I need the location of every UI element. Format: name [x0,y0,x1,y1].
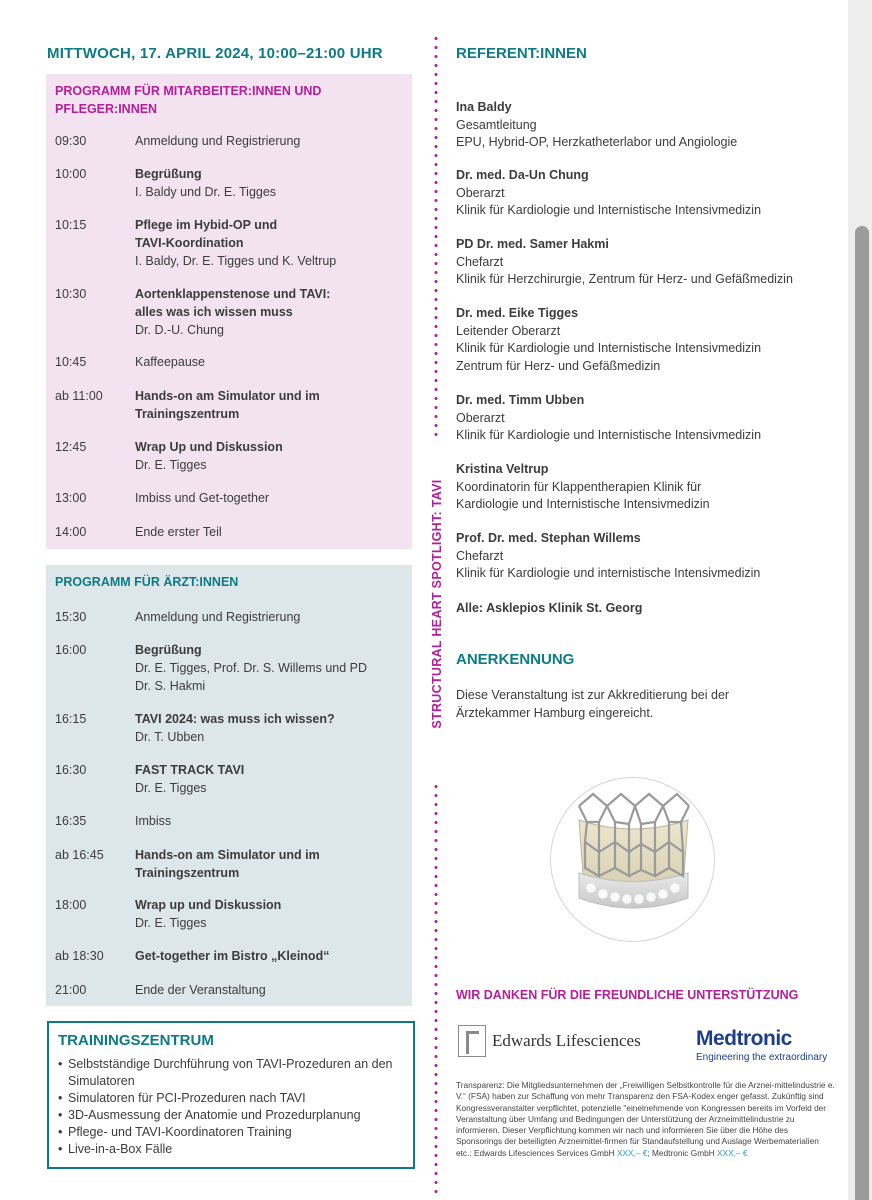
heart-valve-image [550,777,715,942]
agenda-title: Begrüßung [135,643,202,657]
agenda-title: TAVI 2024: was muss ich wissen? [135,712,335,726]
training-item: • Live-in-a-Box Fälle [58,1142,173,1156]
agenda-title: FAST TRACK TAVI [135,763,245,777]
speaker-detail: Gesamtleitung [456,117,537,132]
agenda-title: Hands-on am Simulator und im Trainingszentrum [135,848,320,880]
staff-program [46,74,412,549]
agenda-title: Anmeldung und Registrierung [135,134,301,148]
speaker-entry [456,236,836,289]
scrollbar[interactable] [848,0,872,1200]
dotted-line [434,34,438,437]
heart-valve-illustration [551,778,715,942]
speaker-entry [456,99,836,152]
agenda-time: 14:00 [55,525,87,539]
agenda-speaker: Dr. E. Tigges [135,916,207,930]
training-item: • 3D-Ausmessung der Anatomie und Prozedurplanung [58,1108,361,1122]
speaker-detail: Zentrum für Herz- und Gefäßmedizin [456,358,661,373]
agenda-title: Hands-on am Simulator und im Trainingszentrum [135,389,320,421]
training-list [57,1056,405,1158]
speaker-detail: Oberarzt [456,410,505,425]
speaker-name: Dr. med. Da-Un Chung [456,168,589,182]
agenda-time: 10:00 [55,167,87,181]
agenda-time: ab 18:30 [55,949,104,963]
agenda-title: Anmeldung und Registrierung [135,610,301,624]
training-item: • Selbstständige Durchführung von TAVI-Prozeduren an den Simulatoren [58,1057,393,1088]
side-label: STRUCTURAL HEART SPOTLIGHT: TAVI [430,479,444,729]
speaker-detail: Leitender Oberarzt [456,323,561,338]
speaker-name: Ina Baldy [456,100,512,114]
agenda-title: Ende der Veranstaltung [135,983,266,997]
speakers-column [456,45,836,720]
agenda-title: Pflege im Hybid-OP und TAVI-Koordination [135,218,278,250]
edwards-logo [458,1025,658,1059]
event-date: MITTWOCH, 17. APRIL 2024, 10:00–21:00 UHR [47,45,383,62]
agenda-time: 21:00 [55,983,87,997]
recognition-title: ANERKENNUNG [456,651,575,668]
agenda-speaker: Dr. T. Ubben [135,730,205,744]
agenda-time: 10:30 [55,287,87,301]
agenda-time: 09:30 [55,134,87,148]
agenda-time: ab 16:45 [55,848,104,862]
agenda-speaker: I. Baldy und Dr. E. Tigges [135,185,277,199]
agenda-title: Kaffeepause [135,355,205,369]
speaker-detail: Chefarzt [456,254,504,269]
medtronic-logo [696,1028,836,1063]
agenda-title: Aortenklappenstenose und TAVI: alles was ich wissen muss [135,287,331,319]
bullet-icon: • [58,1142,63,1156]
speaker-entry [456,461,836,514]
agenda-speaker: Dr. E. Tigges, Prof. Dr. S. Willems und PD Dr. S. Hakmi [135,661,368,693]
sponsor-thanks: WIR DANKEN FÜR DIE FREUNDLICHE UNTERSTÜTZUNG [456,988,799,1002]
speakers-title: REFERENT:INNEN [456,45,587,62]
speaker-detail: Klinik für Kardiologie und Internistische Intensivmedizin [456,203,762,217]
agenda-title: Wrap up und Diskussion [135,898,282,912]
training-item: • Pflege- und TAVI-Koordinatoren Training [58,1125,292,1139]
affiliation-note: Alle: Asklepios Klinik St. Georg [456,601,643,615]
speaker-detail: Chefarzt [456,548,504,563]
sponsor-amount: XXX,– € [717,1147,748,1158]
edwards-logo-icon [458,1025,486,1057]
speaker-name: Dr. med. Eike Tigges [456,306,579,320]
bullet-icon: • [58,1125,63,1139]
recognition-text: Diese Veranstaltung ist zur Akkreditierung bei der Ärztekammer Hamburg eingereicht. [456,688,730,720]
agenda-time: 16:35 [55,814,87,828]
training-center-box [47,1021,415,1169]
speaker-name: Prof. Dr. med. Stephan Willems [456,531,641,545]
agenda-title: Begrüßung [135,167,202,181]
agenda-time: 16:30 [55,763,87,777]
staff-program-title: PROGRAMM FÜR MITARBEITER:INNEN UND PFLEGER:INNEN [55,84,322,116]
agenda-time: 15:30 [55,610,87,624]
agenda-speaker: I. Baldy, Dr. E. Tigges und K. Veltrup [135,254,337,268]
speaker-name: Kristina Veltrup [456,462,549,476]
speaker-entry [456,167,836,220]
agenda-time: 10:45 [55,355,87,369]
speaker-detail: Klinik für Kardiologie und internistische Intensivmedizin [456,566,761,580]
agenda-title: Imbiss und Get-together [135,491,270,505]
agenda-time: 13:00 [55,491,87,505]
agenda-title: Get-together im Bistro „Kleinod“ [135,949,330,963]
speaker-detail: Koordinatorin für Klappentherapien Klinik für [456,479,702,494]
speaker-detail: EPU, Hybrid-OP, Herzkatheterlabor und Angiologie [456,135,738,149]
agenda-time: 16:15 [55,712,87,726]
agenda-title: Wrap Up und Diskussion [135,440,283,454]
speaker-entry [456,530,836,583]
speaker-detail: Klinik für Kardiologie und Internistische Intensivmedizin [456,428,762,442]
transparency-notice: Transparenz: Die Mitgliedsunternehmen der „Freiwilligen Selbstkontrolle für die Arznei-mittelindustrie e. V.“ (FSA) haben zur Schaffung von mehr Transparenz den FSA-Kodex enger gefasst. Zukünftig sind Kongressveranstalter verpflichtet, potenzielle "einelnehmende von Kongressen bereits im Vorfeld der Veranstaltung über Umfang und Bedingungen der Unterstützung der Arzneimittelindustrie zu informieren. Dieser Verpflichtung kommen wir nach und informieren Sie über die Höhe des Sponsorings der beteiligten Arzneimittel-firmen für Standaufstellung und Auslage Werbematerialien etc.: Edwards Lifesciences Services GmbH XXX,– €; Medtronic GmbH XXX,– € [456,1080,835,1158]
speaker-detail: Oberarzt [456,185,505,200]
edwards-logo-text: Edwards Lifesciences [492,1031,641,1050]
bullet-icon: • [58,1091,63,1105]
medtronic-tagline: Engineering the extraordinary [696,1052,828,1063]
speaker-entry [456,392,836,445]
speaker-name: PD Dr. med. Samer Hakmi [456,237,609,251]
agenda-title: Ende erster Teil [135,525,222,539]
agenda-time: ab 11:00 [55,389,103,403]
speaker-detail: Klinik für Herzchirurgie, Zentrum für Herz- und Gefäßmedizin [456,272,793,286]
agenda-time: 16:00 [55,643,87,657]
speaker-detail: Kardiologie und Internistische Intensivmedizin [456,497,710,511]
agenda-title: Imbiss [135,814,172,828]
agenda-time: 12:45 [55,440,87,454]
dotted-line [434,782,438,1194]
agenda-speaker: Dr. E. Tigges [135,458,207,472]
agenda-speaker: Dr. E. Tigges [135,781,207,795]
doctor-program [46,565,412,1006]
agenda-speaker: Dr. D.-U. Chung [135,323,224,337]
doctor-program-title: PROGRAMM FÜR ÄRZT:INNEN [55,575,239,589]
agenda-time: 10:15 [55,218,87,232]
bullet-icon: • [58,1057,63,1071]
speaker-entry [456,305,836,375]
training-item: • Simulatoren für PCI-Prozeduren nach TAVI [58,1091,306,1105]
speaker-name: Dr. med. Timm Ubben [456,393,585,407]
column-divider [430,34,442,1194]
scrollbar-thumb[interactable] [855,226,869,1200]
sponsor-amount: XXX,– € [616,1147,648,1158]
speaker-detail: Klinik für Kardiologie und Internistische Intensivmedizin [456,341,762,355]
bullet-icon: • [58,1108,63,1122]
medtronic-brand: Medtronic [696,1027,792,1050]
training-center-title: TRAININGSZENTRUM [58,1032,214,1049]
agenda-time: 18:00 [55,898,87,912]
